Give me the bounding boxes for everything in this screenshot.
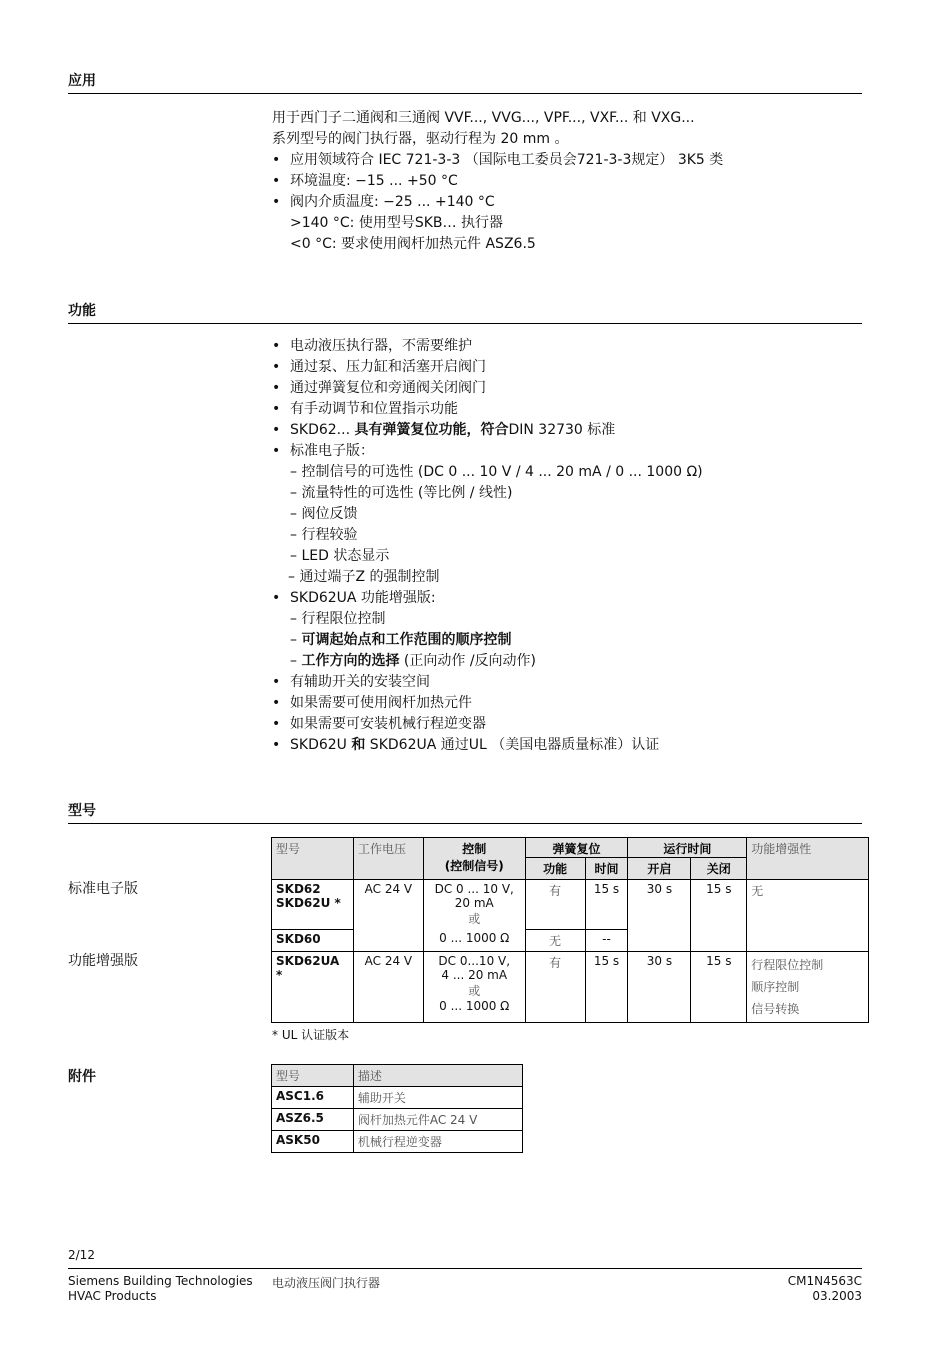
list-subitem	[272, 630, 703, 651]
section-title-models: 型号	[68, 803, 96, 819]
bold-text: 和	[351, 737, 366, 753]
page-number: 2/12	[68, 1248, 95, 1262]
text-span: DIN 32730 标准	[508, 422, 616, 438]
list-subitem: <0 °C: 要求使用阀杆加热元件 ASZ6.5	[290, 236, 536, 252]
cell-close-time: 15 s	[691, 951, 747, 1022]
section-title-function: 功能	[68, 303, 96, 319]
text-span: –	[290, 632, 302, 648]
header-control	[423, 838, 525, 880]
control-line: DC 0...10 V,	[438, 953, 511, 968]
accessories-table	[271, 1064, 523, 1153]
text-span: SKD62...	[290, 422, 355, 438]
control-line: 或	[468, 912, 481, 926]
bold-text: 工作方向的选择	[301, 653, 400, 669]
table-row	[272, 1087, 523, 1109]
list-item: • 如果需要可使用阀杆加热元件	[272, 693, 703, 714]
cell-desc: 阀杆加热元件AC 24 V	[353, 1109, 522, 1131]
list-subitem: – 行程较验	[290, 527, 358, 543]
section-rule	[68, 823, 862, 824]
header-runtime: 运行时间	[628, 838, 747, 858]
header-desc: 描述	[353, 1065, 522, 1087]
application-intro-line: 系列型号的阀门执行器，驱动行程为 20 mm 。	[272, 131, 569, 147]
list-subitem: – 控制信号的可选性 (DC 0 ... 10 V / 4 ... 20 mA / 0 ... 1000 Ω)	[290, 464, 703, 480]
cell-spring-time: --	[585, 929, 628, 951]
footer-doc-title: 电动液压阀门执行器	[272, 1276, 381, 1290]
section-title-application: 应用	[68, 73, 96, 89]
cell-control	[423, 880, 525, 930]
text-span: SKD62UA 通过UL （美国电器质量标准）认证	[365, 737, 660, 753]
cell-voltage: AC 24 V	[353, 880, 423, 952]
application-intro-line: 用于西门子二通阀和三通阀 VVF..., VVG..., VPF..., VXF... 和 VXG...	[272, 110, 695, 126]
function-list	[272, 336, 703, 756]
model-code: SKD62U *	[276, 896, 341, 910]
cell-desc: 辅助开关	[353, 1087, 522, 1109]
cell-desc: 机械行程逆变器	[353, 1131, 522, 1153]
cell-open-time: 30 s	[628, 951, 691, 1022]
cell-model: SKD62UA *	[272, 951, 354, 1022]
list-item: • 环境温度: −15 ... +50 °C	[272, 171, 723, 192]
models-table	[271, 837, 869, 1023]
table-row	[272, 951, 869, 1022]
header-model: 型号	[272, 838, 354, 880]
cell-model: ASZ6.5	[272, 1109, 354, 1131]
enhance-line: 行程限位控制	[751, 957, 824, 972]
section-rule	[68, 323, 862, 324]
model-code: SKD62	[276, 882, 321, 896]
company-name: Siemens Building Technologies	[68, 1274, 253, 1288]
list-item	[272, 420, 703, 441]
doc-number: CM1N4563C	[787, 1274, 862, 1288]
list-subitem	[272, 651, 703, 672]
section-rule	[68, 93, 862, 94]
enhance-line: 信号转换	[751, 1001, 800, 1016]
header-close: 关闭	[691, 858, 747, 880]
list-subitem: – 通过端子Z 的强制控制	[288, 569, 440, 585]
list-subitem: >140 °C: 使用型号SKB… 执行器	[290, 215, 503, 231]
company-division: HVAC Products	[68, 1289, 157, 1303]
header-open: 开启	[628, 858, 691, 880]
footer-doc-info	[788, 1274, 862, 1304]
control-line: 0 ... 1000 Ω	[439, 998, 510, 1013]
cell-model	[272, 880, 354, 930]
table-header-row	[272, 1065, 523, 1087]
control-line: 4 ... 20 mA	[441, 967, 508, 982]
enhance-line: 顺序控制	[751, 979, 800, 994]
header-enhance: 功能增强性	[747, 838, 869, 880]
table-row	[272, 1131, 523, 1153]
cell-spring: 有	[525, 951, 585, 1022]
cell-spring-time: 15 s	[585, 951, 628, 1022]
footer-rule	[68, 1268, 862, 1269]
list-item: • 电动液压执行器，不需要维护	[272, 336, 703, 357]
control-line: DC 0 ... 10 V,	[434, 882, 514, 896]
list-item: • 标准电子版：	[272, 441, 703, 462]
table-row	[272, 880, 869, 930]
text-span: –	[290, 653, 302, 669]
list-subitem: – LED 状态显示	[290, 548, 390, 564]
doc-date: 03.2003	[812, 1289, 862, 1303]
cell-spring: 有	[525, 880, 585, 930]
header-spring: 弹簧复位	[525, 838, 628, 858]
list-item: • 应用领域符合 IEC 721-3-3 （国际电工委员会721-3-3规定） 3K5 类	[272, 150, 723, 171]
header-control-label: 控制	[462, 842, 487, 856]
label-enhanced-version: 功能增强版	[68, 953, 138, 969]
section-title-accessories: 附件	[68, 1069, 96, 1085]
list-subitem: – 行程限位控制	[290, 611, 386, 627]
label-standard-version: 标准电子版	[68, 881, 138, 897]
list-item: • SKD62UA 功能增强版:	[272, 588, 703, 609]
cell-spring: 无	[525, 929, 585, 951]
control-line: 或	[468, 983, 481, 998]
cell-close-time: 15 s	[691, 880, 747, 952]
list-subitem: – 流量特性的可选性 (等比例 / 线性)	[290, 485, 513, 501]
footnote: * UL 认证版本	[272, 1028, 350, 1042]
cell-enhance: 无	[747, 880, 869, 952]
table-header-row	[272, 838, 869, 858]
header-spring-time: 时间	[585, 858, 628, 880]
text-span: SKD62U	[290, 737, 352, 753]
cell-voltage: AC 24 V	[353, 951, 423, 1022]
header-spring-func: 功能	[525, 858, 585, 880]
cell-spring-time: 15 s	[585, 880, 628, 930]
cell-enhance	[747, 951, 869, 1022]
header-model: 型号	[272, 1065, 354, 1087]
application-text	[272, 108, 723, 255]
control-line: 20 mA	[454, 896, 494, 910]
list-item: • 阀内介质温度: −25 ... +140 °C	[272, 192, 723, 213]
header-voltage: 工作电压	[353, 838, 423, 880]
cell-model: ASC1.6	[272, 1087, 354, 1109]
cell-control	[423, 951, 525, 1022]
footer-company	[68, 1274, 253, 1304]
bold-text: 具有弹簧复位功能，符合	[354, 422, 509, 438]
cell-open-time: 30 s	[628, 880, 691, 952]
list-item: • 通过泵、压力缸和活塞开启阀门	[272, 357, 703, 378]
table-row	[272, 1109, 523, 1131]
cell-model: SKD60	[272, 929, 354, 951]
text-span: (正向动作 /反向动作)	[399, 653, 536, 669]
header-control-sub: (控制信号)	[444, 859, 504, 873]
list-item: • 有手动调节和位置指示功能	[272, 399, 703, 420]
list-item: • 如果需要可安装机械行程逆变器	[272, 714, 703, 735]
list-item: • 有辅助开关的安装空间	[272, 672, 703, 693]
bold-text: 可调起始点和工作范围的顺序控制	[301, 632, 512, 648]
list-item	[272, 735, 703, 756]
list-subitem: – 阀位反馈	[290, 506, 358, 522]
cell-control: 0 ... 1000 Ω	[423, 929, 525, 951]
cell-model: ASK50	[272, 1131, 354, 1153]
list-item: • 通过弹簧复位和旁通阀关闭阀门	[272, 378, 703, 399]
